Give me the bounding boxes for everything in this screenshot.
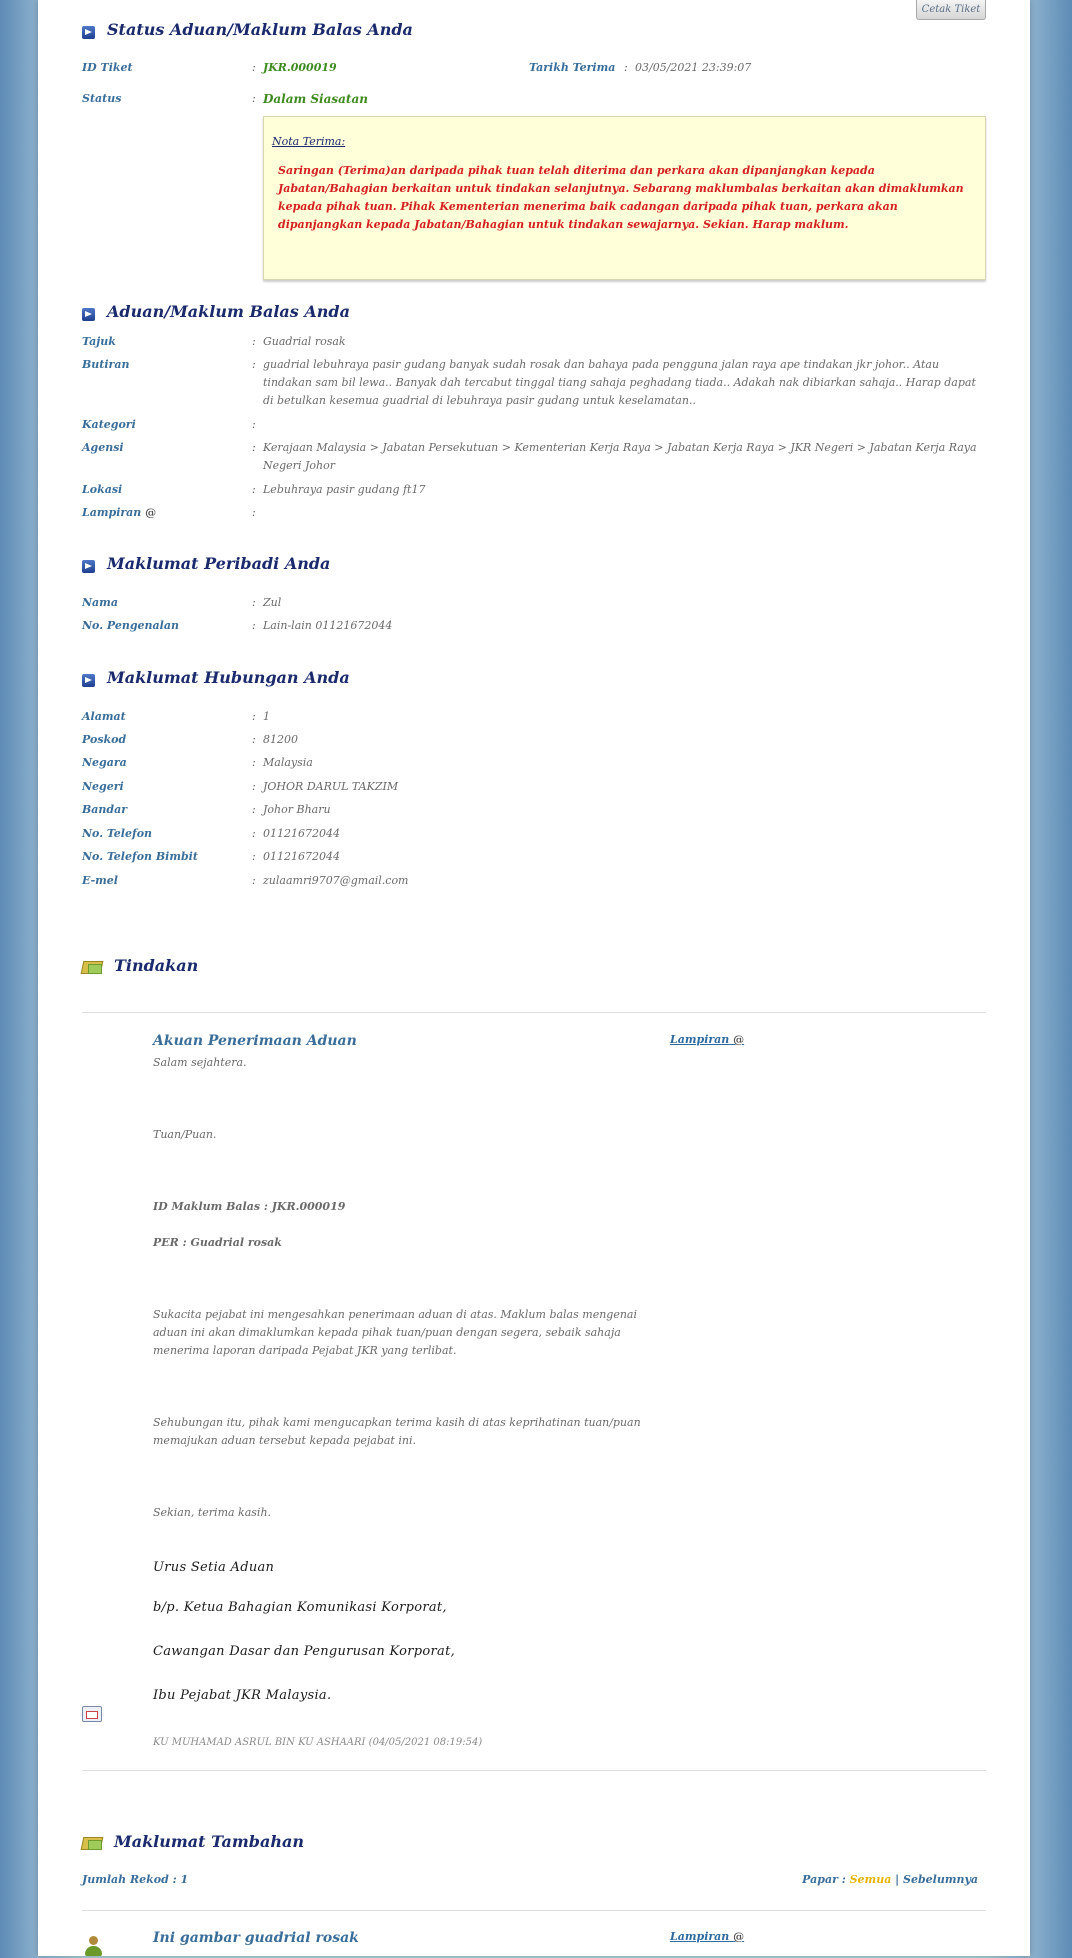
status-value: Dalam Siasatan bbox=[263, 92, 368, 106]
section-personal-title: Maklumat Peribadi Anda bbox=[82, 554, 330, 573]
record-count: Jumlah Rekod : 1 bbox=[82, 1873, 189, 1886]
divider bbox=[82, 1770, 986, 1771]
mail-icon bbox=[82, 1706, 102, 1722]
view-previous-link[interactable]: Sebelumnya bbox=[903, 1873, 978, 1886]
message-greeting: Salam sejahtera. bbox=[153, 1056, 247, 1069]
paperclip-icon: @ bbox=[145, 506, 157, 519]
user-icon bbox=[82, 1936, 104, 1958]
message-author: KU MUHAMAD ASRUL BIN KU ASHAARI (04/05/2021 08:19:54) bbox=[153, 1737, 483, 1748]
print-ticket-button[interactable]: Cetak Tiket bbox=[916, 0, 986, 20]
divider bbox=[82, 1910, 986, 1911]
paperclip-icon: @ bbox=[733, 1930, 745, 1943]
message-para1: Sukacita pejabat ini mengesahkan penerimaan aduan di atas. Maklum balas mengenai aduan ini akan dimaklumkan kepada pihak tuan/puan dengan segera, sebaik sahaja menerima laporan daripada Pejabat JKR yang terlibat. bbox=[153, 1308, 637, 1357]
view-all-link[interactable]: Semua bbox=[849, 1873, 892, 1886]
arrow-right-icon bbox=[82, 26, 95, 39]
extra-item-title: Ini gambar guadrial rosak bbox=[153, 1930, 359, 1946]
arrow-right-icon bbox=[82, 308, 95, 321]
folder-icon bbox=[82, 959, 102, 973]
section-complaint-title: Aduan/Maklum Balas Anda bbox=[82, 302, 350, 321]
message-per: PER : Guadrial rosak bbox=[153, 1236, 282, 1249]
paperclip-icon: @ bbox=[733, 1033, 745, 1046]
arrow-right-icon bbox=[82, 560, 95, 573]
divider bbox=[82, 1012, 986, 1013]
message-salutation: Tuan/Puan. bbox=[153, 1128, 217, 1141]
received-label: Tarikh Terima bbox=[529, 61, 616, 74]
attachment-link[interactable]: Lampiran @ bbox=[670, 1033, 745, 1046]
message-closing: Sekian, terima kasih. bbox=[153, 1506, 272, 1519]
ticket-id: JKR.000019 bbox=[263, 61, 337, 74]
message-para2: Sehubungan itu, pihak kami mengucapkan terima kasih di atas keprihatinan tuan/puan memajukan aduan tersebut kepada pejabat ini. bbox=[153, 1416, 641, 1447]
signature-line-4: Ibu Pejabat JKR Malaysia. bbox=[153, 1688, 332, 1703]
note-body: Saringan (Terima)an daripada pihak tuan telah diterima dan perkara akan dipanjangkan kepada Jabatan/Bahagian berkaitan untuk tindakan selanjutnya. Sebarang maklumbalas berkaitan akan dimaklumkan kepada pihak tuan. Pihak Kementerian menerima baik cadangan daripada pihak tuan, perkara akan dipanjangkan kepada Jabatan/Bahagian untuk tindakan sewajarnya. Sekian. Harap maklum. bbox=[278, 164, 964, 231]
signature-line-1: Urus Setia Aduan bbox=[153, 1560, 275, 1575]
section-contact-title: Maklumat Hubungan Anda bbox=[82, 668, 350, 687]
section-extra-title: Maklumat Tambahan bbox=[82, 1832, 304, 1851]
note-title: Nota Terima: bbox=[272, 135, 346, 148]
page-container: Cetak Tiket Status Aduan/Maklum Balas Anda ID Tiket : JKR.000019 Tarikh Terima : 03/05/2021 23:39:07 Status : Dalam Siasatan Nota Terima: Saringan (Terima)an daripada pihak tuan telah diterima dan perkara akan dipanjangkan kepada Jabatan/Bahagian berkaitan untuk tindakan selanjutnya. Sebarang maklumbalas berkaitan akan dimaklumkan kepada pihak tuan. Pihak Kementerian menerima baik cadangan daripada pihak tuan, perkara akan dipanjangkan kepada Jabatan/Bahagian untuk tindakan sewajarnya. Sekian. Harap maklum. Aduan/Maklum Balas Anda Tajuk : Guadrial rosak Butiran : guadrial lebuhraya pasir gudang banyak sudah rosak dan bahaya pada pengguna jalan raya ape tindakan jkr johor.. Atau tindakan sam bil lewa.. Banyak dah tercabut tinggal tiang sahaja peghadang tiada.. Adakah nak dibiarkan sahaja.. Harap dapat di betulkan kesemua guadrial di lebuhraya pasir gudang untuk keselamatan.. Kategori : Agensi : Kerajaan Malaysia > Jabatan Persekutuan > Kementerian Kerja Raya > Jabatan Kerja Raya > JKR Negeri > Jabatan Kerja Raya Negeri Johor Lokasi : Lebuhraya pasir gudang ft17 Lampiran @ : Maklumat Peribadi Anda Nama : Zul No. Pengenalan : Lain-lain 01121672044 Maklumat Hubungan Anda Alamat : 1 Poskod : 81200 Negara : Malaysia Negeri : JOHOR DARUL TAKZIM Bandar : Johor Bharu No. Telefon : 01121672044 No. Telefon Bimbit : 01121672044 E-mel : zulaamri9707@gmail.com Tindakan Akuan Penerimaan Aduan Lampiran @ Salam sejahtera. Tuan/Puan. ID Maklum Balas : JKR.000019 PER : Guadrial rosak Sukacita pejabat ini mengesahkan penerimaan aduan di atas. Maklum balas mengenai aduan ini akan dimaklumkan kepada pihak tuan/puan dengan segera, sebaik sahaja menerima laporan daripada Pejabat JKR yang terlibat. Sehubungan itu, pihak kami mengucapkan terima kasih di atas keprihatinan tuan/puan memajukan aduan tersebut kepada pejabat ini. Sekian, terima kasih. Urus Setia Aduan b/p. Ketua Bahagian Komunikasi Korporat, Cawangan Dasar dan Pengurusan Korporat, Ibu Pejabat JKR Malaysia. KU MUHAMAD ASRUL BIN KU ASHAARI (04/05/2021 08:19:54) Maklumat Tambahan Jumlah Rekod : 1 Papar : Semua | Sebelumnya Ini gambar guadrial rosak Lampiran @ bbox=[38, 0, 1030, 1956]
message-ref: ID Maklum Balas : JKR.000019 bbox=[153, 1200, 346, 1213]
message-title: Akuan Penerimaan Aduan bbox=[153, 1033, 357, 1049]
arrow-right-icon bbox=[82, 674, 95, 687]
signature-line-3: Cawangan Dasar dan Pengurusan Korporat, bbox=[153, 1644, 456, 1659]
view-filter: Papar : Semua | Sebelumnya bbox=[802, 1873, 978, 1886]
section-status-title: Status Aduan/Maklum Balas Anda bbox=[82, 20, 413, 39]
section-action-title: Tindakan bbox=[82, 956, 198, 975]
signature-line-2: b/p. Ketua Bahagian Komunikasi Korporat, bbox=[153, 1600, 447, 1615]
receipt-note bbox=[263, 116, 986, 280]
extra-attachment-link[interactable]: Lampiran @ bbox=[670, 1930, 745, 1943]
received-date: 03/05/2021 23:39:07 bbox=[635, 61, 752, 74]
folder-icon bbox=[82, 1835, 102, 1849]
